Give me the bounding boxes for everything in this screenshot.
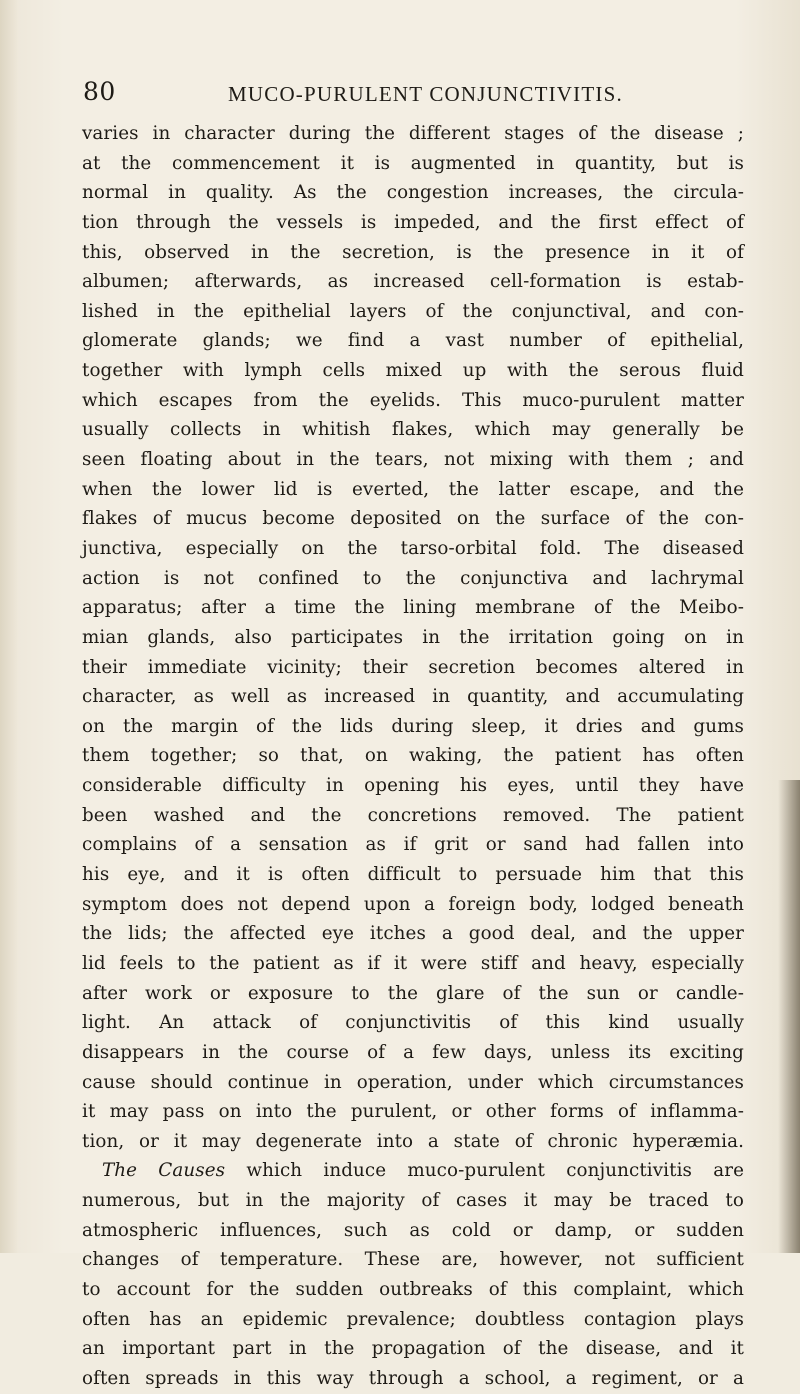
- text-line: numerous, but in the majority of cases it may be traced to: [82, 1190, 744, 1212]
- text-line: on the margin of the lids during sleep, it dries and gums: [82, 715, 744, 737]
- causes-paragraph-start: [82, 1156, 744, 1186]
- text-line: light. An attack of conjunctivitis of this kind usually: [82, 1012, 744, 1034]
- running-head: MUCO-PURULENT CONJUNCTIVITIS.: [228, 82, 623, 106]
- text-line: often spreads in this way through a school, a regiment, or a: [82, 1367, 744, 1389]
- body-text: [82, 119, 744, 1394]
- text-line: action is not confined to the conjunctiva and lachrymal: [82, 567, 744, 589]
- text-line: at the commencement it is augmented in quantity, but is: [82, 152, 744, 174]
- text-line: junctiva, especially on the tarso-orbital fold. The diseased: [82, 537, 744, 559]
- text-line: normal in quality. As the congestion increases, the circula-: [82, 182, 744, 204]
- page-edge-shadow: [778, 780, 800, 1253]
- text-line: seen floating about in the tears, not mixing with them ; and: [82, 449, 744, 471]
- text-line: which escapes from the eyelids. This muco-purulent matter: [82, 389, 744, 411]
- text-line: when the lower lid is everted, the latter escape, and the: [82, 478, 744, 500]
- page-header: [0, 76, 800, 112]
- page-gutter: [0, 0, 18, 1253]
- text-line: his eye, and it is often difficult to persuade him that this: [82, 864, 744, 886]
- text-line: flakes of mucus become deposited on the surface of the con-: [82, 508, 744, 530]
- text-line: apparatus; after a time the lining membrane of the Meibo-: [82, 597, 744, 619]
- text-line: glomerate glands; we find a vast number of epithelial,: [82, 330, 744, 352]
- text-line: an important part in the propagation of the disease, and it: [82, 1338, 744, 1360]
- causes-line-rest: which induce muco-purulent conjunctivitis are: [225, 1160, 744, 1182]
- text-line: cause should continue in operation, under which circumstances: [82, 1071, 744, 1093]
- text-line: varies in character during the different stages of the disease ;: [82, 123, 744, 144]
- text-line: been washed and the concretions removed. The patient: [82, 804, 744, 826]
- text-line: to account for the sudden outbreaks of this complaint, which: [82, 1278, 744, 1300]
- text-line: lid feels to the patient as if it were stiff and heavy, especially: [82, 952, 744, 974]
- text-line: disappears in the course of a few days, unless its exciting: [82, 1041, 744, 1063]
- text-line: symptom does not depend upon a foreign body, lodged beneath: [82, 893, 744, 915]
- text-line: usually collects in whitish flakes, which may generally be: [82, 419, 744, 441]
- text-line: character, as well as increased in quantity, and accumulating: [82, 686, 744, 708]
- text-line: tion through the vessels is impeded, and the first effect of: [82, 211, 744, 233]
- text-line: lished in the epithelial layers of the conjunctival, and con-: [82, 300, 744, 322]
- text-line: mian glands, also participates in the irritation going on in: [82, 626, 744, 648]
- causes-heading: The Causes: [102, 1160, 226, 1182]
- text-line: after work or exposure to the glare of the sun or candle-: [82, 982, 744, 1004]
- text-line: complains of a sensation as if grit or sand had fallen into: [82, 834, 744, 856]
- text-line: atmospheric influences, such as cold or damp, or sudden: [82, 1219, 744, 1241]
- text-line: their immediate vicinity; their secretion becomes altered in: [82, 656, 744, 678]
- text-line: it may pass on into the purulent, or other forms of inflamma-: [82, 1101, 744, 1123]
- text-line: together with lymph cells mixed up with the serous fluid: [82, 360, 744, 382]
- text-line: this, observed in the secretion, is the presence in it of: [82, 241, 744, 263]
- text-line: tion, or it may degenerate into a state of chronic hyperæmia.: [82, 1130, 744, 1152]
- text-line: changes of temperature. These are, however, not sufficient: [82, 1249, 744, 1271]
- text-line: the lids; the affected eye itches a good deal, and the upper: [82, 923, 744, 945]
- text-line: often has an epidemic prevalence; doubtless contagion plays: [82, 1308, 744, 1330]
- text-line: them together; so that, on waking, the patient has often: [82, 745, 744, 767]
- text-line: albumen; afterwards, as increased cell-formation is estab-: [82, 271, 744, 293]
- page-number: 80: [83, 77, 116, 106]
- text-line: considerable difficulty in opening his eyes, until they have: [82, 775, 744, 797]
